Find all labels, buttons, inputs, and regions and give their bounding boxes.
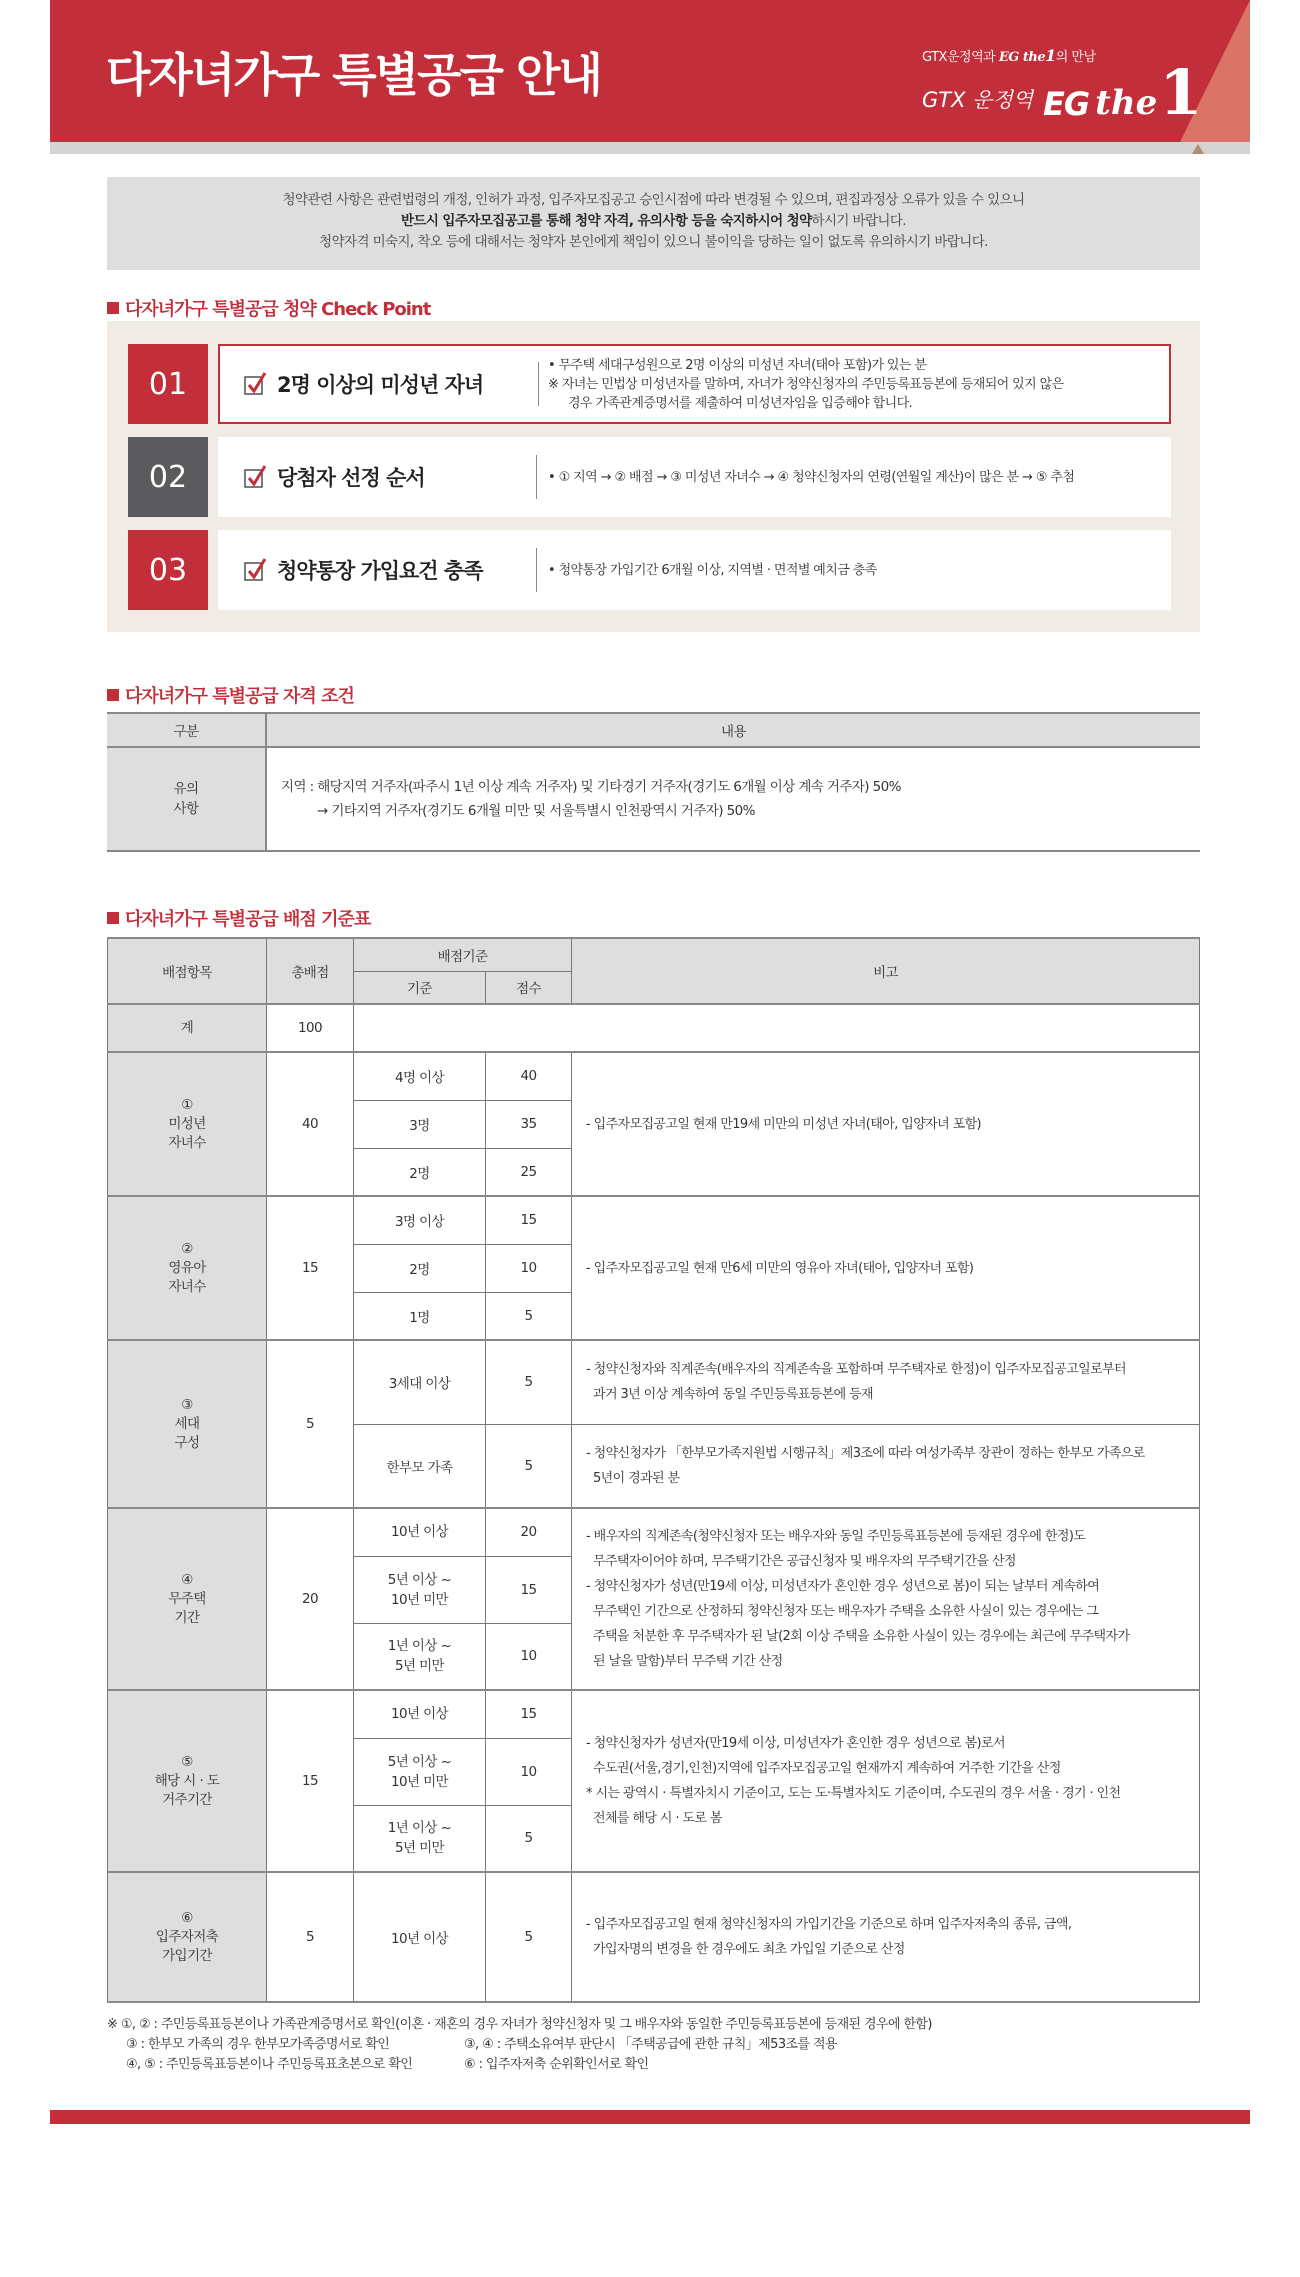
criteria-cell	[354, 1805, 486, 1872]
score-cell: 5	[486, 1292, 572, 1340]
criteria-cell	[354, 1738, 486, 1805]
row-content	[266, 747, 1200, 851]
notice-line-2-bold: 반드시 입주자모집공고를 통해 청약 자격, 유의사항 등을 숙지하시어 청약	[400, 213, 812, 229]
criteria-cell	[354, 1508, 486, 1556]
square-bullet-icon	[107, 689, 119, 701]
note-cell	[572, 1052, 1200, 1196]
table-header-row	[107, 713, 1200, 747]
note-line: 가입자명의 변경을 한 경우에도 최초 가입일 기준으로 산정	[593, 1942, 905, 1957]
note-cell	[572, 1508, 1200, 1690]
note-line: 주택을 처분한 후 무주택자가 된 날(2회 이상 주택을 소유한 사실이 있는 경우에는 최근에 무주택자가	[593, 1629, 1130, 1644]
checkpoint-item	[128, 437, 1171, 517]
criteria-cell: 1명	[354, 1292, 486, 1340]
score-cell: 5	[486, 1424, 572, 1508]
checkpoint-number: 02	[128, 437, 208, 517]
footnotes	[107, 2015, 932, 2075]
header-pin-marker-icon	[1192, 144, 1204, 154]
checkpoint-panel	[107, 321, 1200, 632]
note-line: - 청약신청자와 직계존속(배우자의 직계존속을 포함하며 무주택자로 한정)이 입주자모집공고일로부터	[586, 1362, 1127, 1378]
table-row	[108, 1508, 1200, 1556]
brand-eg: EG	[1043, 84, 1090, 123]
item-label-line: 가입기간	[162, 1947, 212, 1964]
row-label-line: 유의	[173, 781, 199, 797]
checkpoint-desc-line: 경우 가족관계증명서를 제출하여 미성년자임을 입증해야 합니다.	[568, 395, 913, 411]
note-line: - 배우자의 직계존속(청약신청자 또는 배우자와 동일 주민등록표등본에 등재된 경우에 한정)도	[586, 1529, 1086, 1544]
table-row	[108, 1690, 1200, 1738]
table-row	[108, 1052, 1200, 1100]
total-score: 15	[267, 1690, 354, 1872]
header-band	[50, 142, 1250, 154]
note-cell	[572, 1690, 1200, 1872]
footnote-item: ⑥ : 입주자저축 순위확인서로 확인	[464, 2057, 649, 2072]
criteria-line: 10년 미만	[391, 1773, 448, 1790]
brand-logo	[922, 46, 1203, 129]
checkpoint-number: 01	[128, 344, 208, 424]
footnote-item: ④, ⑤ : 주민등록표등본이나 주민등록표초본으로 확인	[126, 2057, 413, 2072]
checkbox-checked-icon	[244, 465, 268, 489]
criteria-cell: 2명	[354, 1148, 486, 1196]
footnote-line	[107, 2035, 932, 2055]
item-label	[108, 1196, 267, 1340]
table-row	[107, 747, 1200, 851]
brand-one: 1	[1159, 56, 1203, 129]
checkpoint-card	[218, 530, 1171, 610]
item-label	[108, 1052, 267, 1196]
brand-gtx: GTX 운정역	[922, 87, 1034, 112]
note-line: 무주택자이어야 하며, 무주택기간은 공급신청자 및 배우자의 무주택기간을 산정	[593, 1554, 1016, 1569]
eligibility-table	[107, 712, 1200, 852]
note-line: - 입주자모집공고일 현재 청약신청자의 가입기간을 기준으로 하며 입주자저축의 종류, 금액,	[586, 1917, 1072, 1932]
total-score: 40	[267, 1052, 354, 1196]
note-cell	[572, 1872, 1200, 2002]
item-label-line: 입주자저축	[155, 1928, 219, 1945]
section-title-checkpoint	[107, 295, 430, 321]
score-cell: 40	[486, 1052, 572, 1100]
checkpoint-desc-line: ※ 자녀는 민법상 미성년자를 말하며, 자녀가 청약신청자의 주민등록표등본에 등재되어 있지 않은	[548, 376, 1064, 392]
criteria-cell: 3명 이상	[354, 1196, 486, 1244]
section-title-text: 다자녀가구 특별공급 배점 기준표	[125, 909, 371, 930]
empty-cell	[354, 1004, 1200, 1052]
criteria-line: 10년 미만	[391, 1591, 448, 1608]
criteria-line: 10년 이상	[391, 1524, 448, 1541]
criteria-cell: 한부모 가족	[354, 1424, 486, 1508]
item-label-line: 구성	[174, 1434, 200, 1451]
item-number: ④	[181, 1571, 193, 1588]
square-bullet-icon	[107, 912, 119, 924]
square-bullet-icon	[107, 302, 119, 314]
item-label	[108, 1340, 267, 1508]
criteria-cell	[354, 1623, 486, 1690]
checkpoint-desc-line: • 청약통장 가입기간 6개월 이상, 지역별 · 면적별 예치금 충족	[548, 562, 877, 578]
section-title-eligibility	[107, 682, 354, 708]
item-number: ①	[181, 1096, 193, 1113]
checkpoint-divider	[538, 362, 539, 406]
row-label	[107, 747, 266, 851]
column-header: 총배점	[267, 938, 354, 1004]
criteria-cell: 2명	[354, 1244, 486, 1292]
note-line: 5년이 경과된 분	[593, 1470, 680, 1486]
row-label-line: 사항	[173, 801, 199, 817]
table-row	[108, 1872, 1200, 2002]
criteria-line: 5년 미만	[394, 1658, 444, 1675]
score-cell: 15	[486, 1690, 572, 1738]
note-cell	[572, 1340, 1200, 1424]
score-cell: 10	[486, 1244, 572, 1292]
item-label	[108, 1690, 267, 1872]
column-header: 구분	[107, 713, 266, 747]
column-header: 배점기준	[354, 938, 572, 971]
column-header: 비고	[572, 938, 1200, 1004]
brand-the: the	[1095, 82, 1158, 123]
criteria-line: 5년 이상 ~	[387, 1753, 452, 1770]
notice-line-2-rest: 하시기 바랍니다.	[811, 213, 907, 229]
score-cell: 5	[486, 1872, 572, 2002]
brand-tagline-post: 의 만남	[1055, 50, 1096, 65]
item-label-line: 세대	[174, 1415, 200, 1432]
criteria-cell: 10년 이상	[354, 1872, 486, 2002]
scoring-table	[107, 937, 1200, 2003]
table-row	[108, 1196, 1200, 1244]
score-cell: 15	[486, 1196, 572, 1244]
note-cell	[572, 1424, 1200, 1508]
item-label-line: 무주택	[168, 1590, 206, 1607]
score-cell: 10	[486, 1623, 572, 1690]
note-line: 과거 3년 이상 계속하여 동일 주민등록표등본에 등재	[593, 1387, 873, 1403]
score-cell: 5	[486, 1805, 572, 1872]
item-label-line: 거주기간	[162, 1791, 212, 1808]
checkpoint-heading	[244, 346, 483, 422]
checkpoint-item	[128, 344, 1171, 424]
table-row	[108, 1004, 1200, 1052]
checkbox-checked-icon	[244, 558, 268, 582]
criteria-line: 10년 이상	[391, 1706, 448, 1723]
checkpoint-number: 03	[128, 530, 208, 610]
page-title: 다자녀가구 특별공급 안내	[106, 48, 601, 102]
checkpoint-heading	[244, 530, 482, 610]
footnote-line: ※ ①, ② : 주민등록표등본이나 가족관계증명서로 확인(이혼 · 재혼의 경우 자녀가 청약신청자 및 그 배우자와 동일한 주민등록표등본에 등재된 경우에 한함)	[107, 2017, 932, 2032]
eligibility-line: 지역 : 해당지역 거주자(파주시 1년 이상 계속 거주자) 및 기타경기 거주자(경기도 6개월 이상 계속 거주자) 50%	[281, 779, 901, 795]
criteria-cell	[354, 1556, 486, 1623]
total-score: 20	[267, 1508, 354, 1690]
item-label: 계	[108, 1004, 267, 1052]
item-label	[108, 1872, 267, 2002]
footer-bar	[50, 2110, 1250, 2124]
page-header	[50, 0, 1250, 154]
note-line: 전체를 해당 시 · 도로 봄	[593, 1811, 722, 1826]
criteria-line: 5년 이상 ~	[387, 1571, 452, 1588]
section-title-text: 다자녀가구 특별공급 자격 조건	[125, 686, 354, 707]
table-header-row	[108, 938, 1200, 971]
column-header: 내용	[266, 713, 1200, 747]
column-header: 점수	[486, 971, 572, 1004]
item-number: ②	[181, 1240, 193, 1257]
notice-line-2	[107, 211, 1200, 232]
checkpoint-divider	[536, 548, 537, 592]
checkpoint-item	[128, 530, 1171, 610]
checkpoint-card	[218, 437, 1171, 517]
checkpoint-card	[218, 344, 1171, 424]
score-cell: 20	[486, 1508, 572, 1556]
item-label-line: 영유아	[168, 1259, 206, 1276]
note-line: - 입주자모집공고일 현재 만19세 미만의 미성년 자녀(태아, 입양자녀 포함)	[586, 1116, 982, 1132]
item-label-line: 자녀수	[168, 1134, 206, 1151]
criteria-line: 5년 미만	[394, 1840, 444, 1857]
footnote-line	[107, 2055, 932, 2075]
checkpoint-title: 2명 이상의 미성년 자녀	[277, 373, 484, 397]
checkpoint-desc-line: • 무주택 세대구성원으로 2명 이상의 미성년 자녀(태아 포함)가 있는 분	[548, 357, 927, 373]
note-line: - 입주자모집공고일 현재 만6세 미만의 영유아 자녀(태아, 입양자녀 포함)	[586, 1260, 974, 1276]
brand-tagline-pre: GTX운정역과	[922, 50, 999, 65]
score-cell: 35	[486, 1100, 572, 1148]
checkpoint-title: 당첨자 선정 순서	[277, 466, 425, 490]
note-line: * 시는 광역시 · 특별자치시 기준이고, 도는 도·특별자치도 기준이며, 수도권의 경우 서울 · 경기 · 인천	[586, 1786, 1121, 1801]
checkpoint-description	[548, 530, 877, 610]
checkpoint-divider	[536, 455, 537, 499]
item-label-line: 기간	[174, 1609, 200, 1626]
notice-box	[107, 177, 1200, 270]
note-line: - 청약신청자가 성년자(만19세 이상, 미성년자가 혼인한 경우 성년으로 봄)로서	[586, 1736, 1005, 1751]
note-cell	[572, 1196, 1200, 1340]
item-number: ⑤	[181, 1753, 193, 1770]
notice-line-1: 청약관련 사항은 관련법령의 개정, 인허가 과정, 입주자모집공고 승인시점에 따라 변경될 수 있으며, 편집과정상 오류가 있을 수 있으니	[282, 192, 1025, 208]
total-score: 100	[267, 1004, 354, 1052]
total-score: 5	[267, 1872, 354, 2002]
checkpoint-description	[548, 437, 1074, 517]
criteria-cell: 4명 이상	[354, 1052, 486, 1100]
table-row	[108, 1340, 1200, 1424]
score-cell: 5	[486, 1340, 572, 1424]
note-line: 된 날을 말함)부터 무주택 기간 산정	[593, 1654, 783, 1669]
column-header: 배점항목	[108, 938, 267, 1004]
brand-tagline-logo: EG the	[998, 50, 1046, 65]
checkbox-checked-icon	[244, 372, 268, 396]
item-label	[108, 1508, 267, 1690]
footnote-item: ③, ④ : 주택소유여부 판단시 「주택공급에 관한 규칙」제53조를 적용	[464, 2037, 837, 2052]
note-line: 무주택인 기간으로 산정하되 청약신청자 또는 배우자가 주택을 소유한 사실이 있는 경우에는 그	[593, 1604, 1099, 1619]
checkpoint-title: 청약통장 가입요건 충족	[277, 559, 483, 583]
notice-line-3: 청약자격 미숙지, 착오 등에 대해서는 청약자 본인에게 책임이 있으니 불이익을 당하는 일이 없도록 유의하시기 바랍니다.	[319, 234, 988, 250]
section-title-text: 다자녀가구 특별공급 청약 Check Point	[125, 299, 431, 320]
criteria-cell: 3세대 이상	[354, 1340, 486, 1424]
score-cell: 10	[486, 1738, 572, 1805]
footnote-item: ③ : 한부모 가족의 경우 한부모가족증명서로 확인	[126, 2037, 390, 2052]
checkpoint-desc-line: • ① 지역 → ② 배점 → ③ 미성년 자녀수 → ④ 청약신청자의 연령(연월일 계산)이 많은 분 → ⑤ 추첨	[548, 469, 1075, 485]
checkpoint-description	[548, 346, 1064, 422]
criteria-line: 1년 이상 ~	[387, 1638, 452, 1655]
score-cell: 25	[486, 1148, 572, 1196]
item-label-line: 해당 시 · 도	[154, 1772, 220, 1789]
checkpoint-heading	[244, 437, 425, 517]
criteria-cell: 3명	[354, 1100, 486, 1148]
total-score: 15	[267, 1196, 354, 1340]
header-banner	[50, 0, 1250, 142]
score-cell: 15	[486, 1556, 572, 1623]
section-title-scoring	[107, 905, 370, 931]
note-line: 수도권(서울,경기,인천)지역에 입주자모집공고일 현재까지 계속하여 거주한 기간을 산정	[593, 1761, 1061, 1776]
note-line: - 청약신청자가 「한부모가족지원법 시행규칙」제3조에 따라 여성가족부 장관이 정하는 한부모 가족으로	[586, 1445, 1145, 1461]
criteria-cell	[354, 1690, 486, 1738]
note-line: - 청약신청자가 성년(만19세 이상, 미성년자가 혼인한 경우 성년으로 봄)이 되는 날부터 계속하여	[586, 1579, 1100, 1594]
eligibility-line: → 기타지역 거주자(경기도 6개월 미만 및 서울특별시 인천광역시 거주자) 50%	[317, 803, 755, 819]
criteria-line: 1년 이상 ~	[387, 1820, 452, 1837]
column-header: 기준	[354, 971, 486, 1004]
brand-tagline-one: 1	[1045, 46, 1056, 65]
item-number: ⑥	[181, 1909, 193, 1926]
total-score: 5	[267, 1340, 354, 1508]
item-number: ③	[181, 1396, 193, 1413]
item-label-line: 자녀수	[168, 1278, 206, 1295]
item-label-line: 미성년	[168, 1115, 206, 1132]
